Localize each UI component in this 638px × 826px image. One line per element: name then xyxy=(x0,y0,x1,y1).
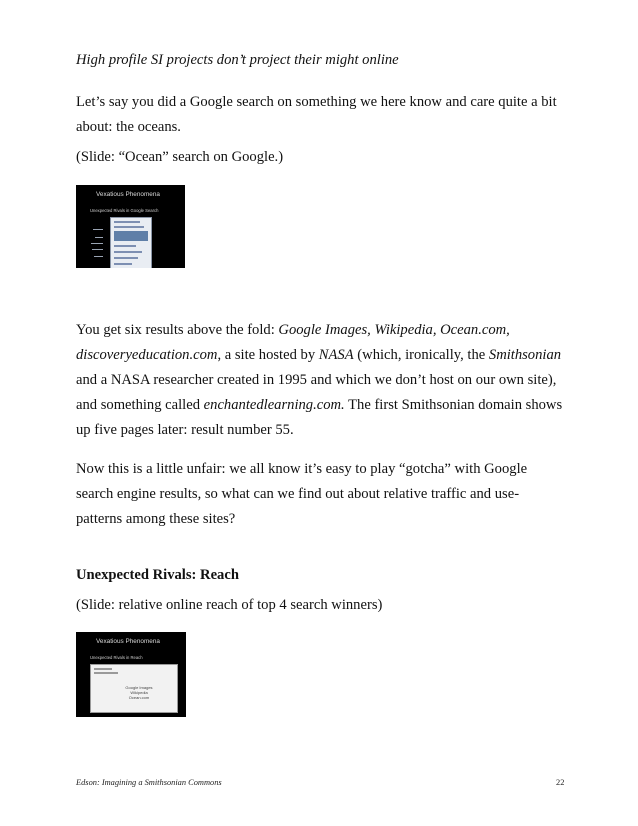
section-heading-reach: Unexpected Rivals: Reach xyxy=(76,567,239,583)
footer-author-title: Edson: Imagining a Smithsonian Commons xyxy=(76,778,222,787)
legend-entry: Google Images xyxy=(125,685,153,690)
slide-caption: (Slide: relative online reach of top 4 search winners) xyxy=(76,597,383,613)
paragraph-line: Let’s say you did a Google search on something we here know and care quite a bit xyxy=(76,94,557,110)
slide-thumbnail-google-search xyxy=(76,185,185,268)
paragraph-line: search engine results, so what can we find out about relative traffic and use- xyxy=(76,486,520,502)
image-results-strip xyxy=(114,231,148,241)
paragraph-line: about: the oceans. xyxy=(76,119,181,135)
slide-side-label xyxy=(95,237,103,238)
legend-entry: Wikipedia xyxy=(130,690,148,695)
reach-chart xyxy=(90,664,178,713)
paragraph-line: patterns among these sites? xyxy=(76,511,236,527)
search-results-screenshot xyxy=(110,217,152,268)
slide-side-label xyxy=(91,243,103,244)
paragraph-line: You get six results above the fold: Google Images, Wikipedia, Ocean.com, xyxy=(76,322,510,338)
result-line xyxy=(114,263,132,265)
page-number: 22 xyxy=(556,778,565,787)
paragraph-results xyxy=(76,318,576,443)
paragraph-line: and something called enchantedlearning.com. The first Smithsonian domain shows xyxy=(76,397,563,413)
chart-header-line xyxy=(94,672,118,674)
slide-subtitle: Unexpected Rivals in Reach xyxy=(90,655,143,660)
section-heading: High profile SI projects don’t project their might online xyxy=(76,52,399,68)
result-line xyxy=(114,257,138,259)
paragraph-line: up five pages later: result number 55. xyxy=(76,422,294,438)
chart-header-line xyxy=(94,668,112,670)
result-line xyxy=(114,251,142,253)
paragraph-line: Now this is a little unfair: we all know it’s easy to play “gotcha” with Google xyxy=(76,461,528,477)
chart-legend xyxy=(119,685,159,700)
slide-caption: (Slide: “Ocean” search on Google.) xyxy=(76,149,284,165)
slide-title: Vexatious Phenomena xyxy=(96,191,160,198)
slide-subtitle: Unexpected Rivals in Google Search xyxy=(90,208,159,213)
result-line xyxy=(114,221,140,223)
result-line xyxy=(114,245,136,247)
paragraph-intro xyxy=(76,90,576,140)
slide-thumbnail-reach xyxy=(76,632,186,717)
slide-side-label xyxy=(93,229,103,230)
slide-side-label xyxy=(94,256,103,257)
slide-title: Vexatious Phenomena xyxy=(96,638,160,645)
legend-entry: Ocean.com xyxy=(128,695,150,700)
paragraph-line: and a NASA researcher created in 1995 and which we don’t host on our own site), xyxy=(76,372,557,388)
paragraph-line: discoveryeducation.com, a site hosted by NASA (which, ironically, the Smithsonian xyxy=(76,347,562,363)
paragraph-unfair xyxy=(76,457,576,532)
slide-side-label xyxy=(92,249,103,250)
result-line xyxy=(114,226,144,228)
